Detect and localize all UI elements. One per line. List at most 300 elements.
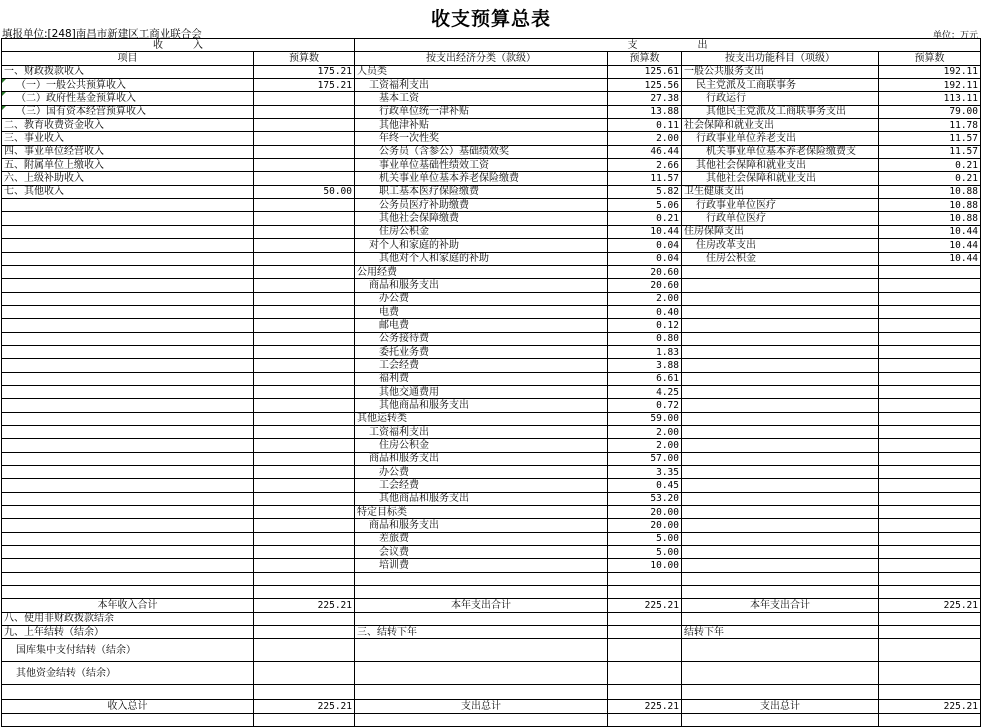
empty-cell xyxy=(254,425,355,438)
table-row xyxy=(2,466,981,479)
col-amount-header: 预算数 xyxy=(608,52,682,65)
empty-cell xyxy=(879,506,981,519)
income-item-amount xyxy=(254,119,355,132)
econ-item-name: 电费 xyxy=(355,305,608,318)
carry-forward-func-row: 结转下年 xyxy=(682,626,879,639)
income-item-amount xyxy=(254,105,355,118)
func-item-name: 机关事业单位基本养老保险缴费支 xyxy=(682,145,879,158)
expense-grand-total-label: 支出总计 xyxy=(355,700,608,713)
empty-cell xyxy=(2,345,254,358)
econ-item-name: 商品和服务支出 xyxy=(355,279,608,292)
empty-cell xyxy=(879,372,981,385)
econ-item-amount: 57.00 xyxy=(608,452,682,465)
empty-cell xyxy=(2,466,254,479)
other-funds-row: 其他资金结转（结余） xyxy=(2,662,254,685)
empty-cell xyxy=(608,662,682,685)
func-item-name: 住房公积金 xyxy=(682,252,879,265)
empty-cell xyxy=(879,685,981,700)
income-group-header: 收 入 xyxy=(2,39,355,52)
empty-cell xyxy=(254,345,355,358)
econ-item-amount: 5.82 xyxy=(608,185,682,198)
empty-cell xyxy=(879,713,981,726)
table-row xyxy=(2,700,981,713)
empty-cell xyxy=(682,332,879,345)
econ-item-amount: 2.00 xyxy=(608,425,682,438)
table-row xyxy=(2,65,981,78)
empty-cell xyxy=(254,265,355,278)
empty-cell xyxy=(879,492,981,505)
table-row xyxy=(2,685,981,700)
func-year-total: 225.21 xyxy=(879,599,981,612)
income-item-amount xyxy=(254,132,355,145)
empty-cell xyxy=(879,612,981,625)
table-row xyxy=(2,546,981,559)
empty-cell xyxy=(2,559,254,572)
empty-cell xyxy=(2,492,254,505)
empty-cell xyxy=(682,319,879,332)
table-row xyxy=(2,225,981,238)
econ-item-amount: 59.00 xyxy=(608,412,682,425)
func-item-amount: 192.11 xyxy=(879,65,981,78)
econ-item-amount: 27.38 xyxy=(608,92,682,105)
econ-item-amount: 20.00 xyxy=(608,519,682,532)
header-col-row xyxy=(2,52,981,65)
empty-cell xyxy=(879,466,981,479)
econ-item-name: 其他商品和服务支出 xyxy=(355,399,608,412)
func-item-amount: 10.44 xyxy=(879,239,981,252)
empty-cell xyxy=(254,532,355,545)
empty-cell xyxy=(2,479,254,492)
empty-cell xyxy=(254,639,355,662)
header-group-row xyxy=(2,39,981,52)
empty-cell xyxy=(682,685,879,700)
econ-item-name: 事业单位基础性绩效工资 xyxy=(355,159,608,172)
empty-cell xyxy=(2,586,254,599)
empty-cell xyxy=(254,319,355,332)
empty-cell xyxy=(254,662,355,685)
col-func-header: 按支出功能科目（项级） xyxy=(682,52,879,65)
func-item-name: 行政事业单位医疗 xyxy=(682,199,879,212)
econ-item-amount: 13.88 xyxy=(608,105,682,118)
table-row xyxy=(2,385,981,398)
empty-cell xyxy=(879,305,981,318)
empty-cell xyxy=(2,292,254,305)
empty-cell xyxy=(608,713,682,726)
econ-item-name: 住房公积金 xyxy=(355,439,608,452)
col-econ-header: 按支出经济分类（款级） xyxy=(355,52,608,65)
func-item-amount: 79.00 xyxy=(879,105,981,118)
empty-cell xyxy=(608,612,682,625)
table-row xyxy=(2,212,981,225)
empty-cell xyxy=(879,626,981,639)
empty-cell xyxy=(254,372,355,385)
empty-cell xyxy=(254,559,355,572)
econ-item-amount: 53.20 xyxy=(608,492,682,505)
econ-item-amount: 3.88 xyxy=(608,359,682,372)
empty-cell xyxy=(879,332,981,345)
empty-cell xyxy=(682,532,879,545)
func-item-name: 行政运行 xyxy=(682,92,879,105)
income-grand-total-label: 收入总计 xyxy=(2,700,254,713)
empty-cell xyxy=(254,359,355,372)
econ-item-name: 公用经费 xyxy=(355,265,608,278)
expense-group-header: 支 出 xyxy=(355,39,981,52)
empty-cell xyxy=(254,199,355,212)
table-row xyxy=(2,452,981,465)
empty-cell xyxy=(2,385,254,398)
empty-cell xyxy=(682,519,879,532)
empty-cell xyxy=(2,359,254,372)
table-row xyxy=(2,239,981,252)
empty-cell xyxy=(254,466,355,479)
table-row xyxy=(2,345,981,358)
carry-forward-row: 三、结转下年 xyxy=(355,626,608,639)
func-item-amount: 10.88 xyxy=(879,185,981,198)
table-row xyxy=(2,639,981,662)
empty-cell xyxy=(2,305,254,318)
table-row xyxy=(2,586,981,599)
empty-cell xyxy=(2,252,254,265)
econ-item-amount: 4.25 xyxy=(608,385,682,398)
econ-item-amount: 20.60 xyxy=(608,279,682,292)
econ-item-name: 培训费 xyxy=(355,559,608,572)
empty-cell xyxy=(2,425,254,438)
empty-cell xyxy=(254,439,355,452)
table-row xyxy=(2,185,981,198)
table-row xyxy=(2,265,981,278)
econ-item-name: 公务员（含参公）基础绩效奖 xyxy=(355,145,608,158)
empty-cell xyxy=(682,452,879,465)
econ-item-amount: 0.80 xyxy=(608,332,682,345)
econ-item-amount: 20.00 xyxy=(608,506,682,519)
econ-item-amount: 2.00 xyxy=(608,292,682,305)
empty-cell xyxy=(254,492,355,505)
empty-cell xyxy=(355,572,608,585)
econ-item-amount: 2.00 xyxy=(608,132,682,145)
empty-cell xyxy=(682,639,879,662)
econ-item-amount: 0.11 xyxy=(608,119,682,132)
econ-item-amount: 0.45 xyxy=(608,479,682,492)
empty-cell xyxy=(879,639,981,662)
empty-cell xyxy=(682,359,879,372)
table-row xyxy=(2,359,981,372)
econ-item-name: 商品和服务支出 xyxy=(355,452,608,465)
empty-cell xyxy=(608,586,682,599)
econ-item-name: 对个人和家庭的补助 xyxy=(355,239,608,252)
income-item-amount xyxy=(254,92,355,105)
empty-cell xyxy=(254,332,355,345)
table-row xyxy=(2,572,981,585)
empty-cell xyxy=(254,546,355,559)
func-item-amount: 0.21 xyxy=(879,159,981,172)
empty-cell xyxy=(2,685,254,700)
table-row xyxy=(2,145,981,158)
income-year-total: 225.21 xyxy=(254,599,355,612)
func-item-name: 住房保障支出 xyxy=(682,225,879,238)
empty-cell xyxy=(2,713,254,726)
empty-cell xyxy=(682,345,879,358)
income-item-amount xyxy=(254,172,355,185)
func-item-amount: 11.57 xyxy=(879,145,981,158)
func-item-amount: 10.88 xyxy=(879,212,981,225)
table-row xyxy=(2,119,981,132)
empty-cell xyxy=(879,345,981,358)
func-item-name: 其他民主党派及工商联事务支出 xyxy=(682,105,879,118)
table-row xyxy=(2,399,981,412)
empty-cell xyxy=(2,412,254,425)
func-item-name: 住房改革支出 xyxy=(682,239,879,252)
econ-item-amount: 10.44 xyxy=(608,225,682,238)
reporting-org: 填报单位:[248]南昌市新建区工商业联合会 xyxy=(2,28,202,40)
empty-cell xyxy=(608,639,682,662)
econ-item-amount: 0.21 xyxy=(608,212,682,225)
empty-cell xyxy=(682,662,879,685)
empty-cell xyxy=(254,212,355,225)
income-item-name: （一）一般公共预算收入 xyxy=(2,79,254,92)
func-item-amount: 0.21 xyxy=(879,172,981,185)
income-item-amount: 50.00 xyxy=(254,185,355,198)
col-amount-header: 预算数 xyxy=(254,52,355,65)
econ-item-amount: 5.00 xyxy=(608,546,682,559)
empty-cell xyxy=(682,292,879,305)
econ-item-name: 工资福利支出 xyxy=(355,425,608,438)
func-item-name: 其他社会保障和就业支出 xyxy=(682,159,879,172)
empty-cell xyxy=(355,685,608,700)
func-item-amount: 11.78 xyxy=(879,119,981,132)
econ-item-name: 工会经费 xyxy=(355,359,608,372)
empty-cell xyxy=(682,713,879,726)
empty-cell xyxy=(682,479,879,492)
income-item-name: 六、上级补助收入 xyxy=(2,172,254,185)
table-row xyxy=(2,252,981,265)
empty-cell xyxy=(2,225,254,238)
table-row xyxy=(2,292,981,305)
expense-year-total-label: 本年支出合计 xyxy=(355,599,608,612)
empty-cell xyxy=(682,425,879,438)
econ-item-name: 公务员医疗补助缴费 xyxy=(355,199,608,212)
func-item-amount: 10.44 xyxy=(879,225,981,238)
col-amount-header: 预算数 xyxy=(879,52,981,65)
table-row xyxy=(2,332,981,345)
income-item-name: 四、事业单位经营收入 xyxy=(2,145,254,158)
table-row xyxy=(2,372,981,385)
empty-cell xyxy=(682,412,879,425)
empty-cell xyxy=(682,546,879,559)
econ-item-amount: 1.83 xyxy=(608,345,682,358)
empty-cell xyxy=(2,332,254,345)
empty-cell xyxy=(254,506,355,519)
empty-cell xyxy=(879,425,981,438)
table-row xyxy=(2,279,981,292)
empty-cell xyxy=(879,319,981,332)
empty-cell xyxy=(2,199,254,212)
econ-item-amount: 0.40 xyxy=(608,305,682,318)
table-row xyxy=(2,132,981,145)
econ-item-amount: 125.56 xyxy=(608,79,682,92)
func-grand-total: 225.21 xyxy=(879,700,981,713)
func-item-name: 行政单位医疗 xyxy=(682,212,879,225)
income-item-name: （二）政府性基金预算收入 xyxy=(2,92,254,105)
empty-cell xyxy=(355,639,608,662)
econ-item-amount: 0.04 xyxy=(608,239,682,252)
table-row xyxy=(2,532,981,545)
empty-cell xyxy=(2,546,254,559)
income-item-name: 一、财政拨款收入 xyxy=(2,65,254,78)
empty-cell xyxy=(682,265,879,278)
col-item-header: 项目 xyxy=(2,52,254,65)
econ-item-name: 其他对个人和家庭的补助 xyxy=(355,252,608,265)
table-row xyxy=(2,559,981,572)
empty-cell xyxy=(254,399,355,412)
empty-cell xyxy=(879,359,981,372)
table-row xyxy=(2,92,981,105)
econ-item-amount: 20.60 xyxy=(608,265,682,278)
income-item-amount: 175.21 xyxy=(254,79,355,92)
table-row xyxy=(2,199,981,212)
empty-cell xyxy=(254,519,355,532)
empty-cell xyxy=(682,385,879,398)
func-item-amount: 11.57 xyxy=(879,132,981,145)
empty-cell xyxy=(2,572,254,585)
econ-item-amount: 46.44 xyxy=(608,145,682,158)
econ-item-amount: 6.61 xyxy=(608,372,682,385)
empty-cell xyxy=(879,452,981,465)
empty-cell xyxy=(879,479,981,492)
table-row xyxy=(2,599,981,612)
empty-cell xyxy=(682,559,879,572)
empty-cell xyxy=(608,626,682,639)
econ-item-name: 办公费 xyxy=(355,292,608,305)
empty-cell xyxy=(879,546,981,559)
table-row xyxy=(2,105,981,118)
empty-cell xyxy=(2,265,254,278)
func-item-name: 民主党派及工商联事务 xyxy=(682,79,879,92)
econ-item-name: 行政单位统一津补贴 xyxy=(355,105,608,118)
income-item-name: 五、附属单位上缴收入 xyxy=(2,159,254,172)
econ-item-name: 其他交通费用 xyxy=(355,385,608,398)
econ-item-name: 差旅费 xyxy=(355,532,608,545)
expense-year-total: 225.21 xyxy=(608,599,682,612)
empty-cell xyxy=(2,532,254,545)
empty-cell xyxy=(879,385,981,398)
empty-cell xyxy=(879,292,981,305)
table-row xyxy=(2,425,981,438)
econ-item-amount: 5.06 xyxy=(608,199,682,212)
empty-cell xyxy=(254,305,355,318)
econ-item-name: 年终一次性奖 xyxy=(355,132,608,145)
table-row xyxy=(2,79,981,92)
empty-cell xyxy=(254,452,355,465)
econ-item-name: 职工基本医疗保险缴费 xyxy=(355,185,608,198)
empty-cell xyxy=(2,212,254,225)
income-item-amount xyxy=(254,145,355,158)
income-item-amount xyxy=(254,159,355,172)
empty-cell xyxy=(254,412,355,425)
empty-cell xyxy=(254,239,355,252)
empty-cell xyxy=(879,412,981,425)
econ-item-name: 福利费 xyxy=(355,372,608,385)
empty-cell xyxy=(682,586,879,599)
econ-item-name: 基本工资 xyxy=(355,92,608,105)
econ-item-name: 邮电费 xyxy=(355,319,608,332)
empty-cell xyxy=(879,559,981,572)
econ-item-name: 商品和服务支出 xyxy=(355,519,608,532)
func-item-name: 一般公共服务支出 xyxy=(682,65,879,78)
income-item-name: （三）国有资本经营预算收入 xyxy=(2,105,254,118)
central-transfer-row: 国库集中支付结转（结余） xyxy=(2,639,254,662)
table-row xyxy=(2,319,981,332)
func-item-amount: 113.11 xyxy=(879,92,981,105)
empty-cell xyxy=(254,612,355,625)
table-row xyxy=(2,159,981,172)
empty-cell xyxy=(2,439,254,452)
func-item-amount: 192.11 xyxy=(879,79,981,92)
empty-cell xyxy=(355,662,608,685)
econ-item-name: 办公费 xyxy=(355,466,608,479)
empty-cell xyxy=(682,572,879,585)
table-row xyxy=(2,305,981,318)
econ-item-amount: 125.61 xyxy=(608,65,682,78)
econ-item-name: 机关事业单位基本养老保险缴费 xyxy=(355,172,608,185)
empty-cell xyxy=(879,532,981,545)
empty-cell xyxy=(254,626,355,639)
empty-cell xyxy=(254,479,355,492)
econ-item-name: 会议费 xyxy=(355,546,608,559)
econ-item-name: 公务接待费 xyxy=(355,332,608,345)
econ-item-name: 其他商品和服务支出 xyxy=(355,492,608,505)
empty-cell xyxy=(254,225,355,238)
empty-cell xyxy=(879,662,981,685)
econ-item-name: 其他运转类 xyxy=(355,412,608,425)
econ-item-amount: 2.00 xyxy=(608,439,682,452)
empty-cell xyxy=(682,305,879,318)
econ-item-amount: 5.00 xyxy=(608,532,682,545)
econ-item-name: 住房公积金 xyxy=(355,225,608,238)
income-item-name: 三、事业收入 xyxy=(2,132,254,145)
expense-grand-total: 225.21 xyxy=(608,700,682,713)
table-row xyxy=(2,612,981,625)
econ-item-name: 其他津补贴 xyxy=(355,119,608,132)
econ-item-amount: 11.57 xyxy=(608,172,682,185)
empty-cell xyxy=(2,319,254,332)
empty-cell xyxy=(682,612,879,625)
econ-item-amount: 0.12 xyxy=(608,319,682,332)
econ-item-amount: 2.66 xyxy=(608,159,682,172)
table-row xyxy=(2,626,981,639)
empty-cell xyxy=(254,572,355,585)
func-item-name: 行政事业单位养老支出 xyxy=(682,132,879,145)
empty-cell xyxy=(879,439,981,452)
empty-cell xyxy=(879,572,981,585)
empty-cell xyxy=(254,685,355,700)
table-row xyxy=(2,172,981,185)
empty-cell xyxy=(254,252,355,265)
income-grand-total: 225.21 xyxy=(254,700,355,713)
empty-cell xyxy=(608,572,682,585)
empty-cell xyxy=(254,385,355,398)
econ-item-name: 工会经费 xyxy=(355,479,608,492)
econ-item-name: 人员类 xyxy=(355,65,608,78)
income-year-total-label: 本年收入合计 xyxy=(2,599,254,612)
table-row xyxy=(2,439,981,452)
table-row xyxy=(2,506,981,519)
econ-item-amount: 0.72 xyxy=(608,399,682,412)
empty-cell xyxy=(2,506,254,519)
econ-item-amount: 3.35 xyxy=(608,466,682,479)
empty-cell xyxy=(254,292,355,305)
table-row xyxy=(2,713,981,726)
empty-cell xyxy=(682,372,879,385)
